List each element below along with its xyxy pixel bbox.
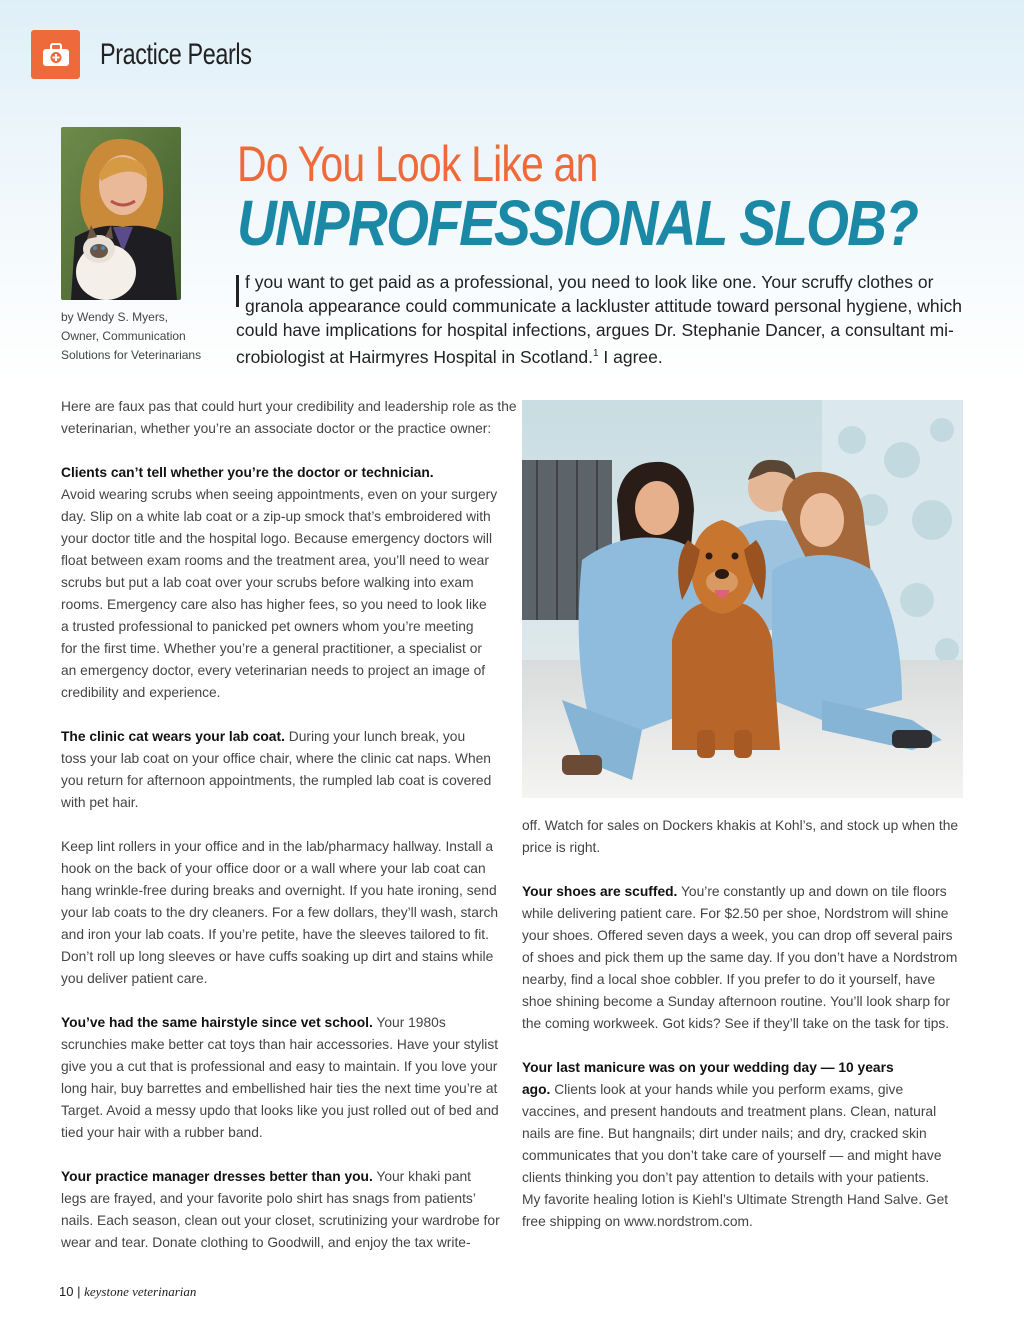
body-line: Don’t roll up long sleeves or have cuffs soaking up dirt and stains while (61, 949, 494, 964)
body-line: shoe shining become a Sunday afternoon routine. You’ll look sharp for (522, 994, 950, 1009)
body-line: a trusted professional to panicked pet owners whom you’re meeting (61, 619, 474, 634)
body-line: vaccines, and present handouts and treatment plans. Clean, natural (522, 1104, 937, 1119)
article-intro (236, 270, 966, 369)
first-aid-kit-icon (31, 30, 80, 79)
footer-separator: | (77, 1284, 81, 1299)
body-line: free shipping on www.nordstrom.com. (522, 1214, 753, 1229)
body-line: veterinarian, whether you’re an associate doctor or the practice owner: (61, 421, 492, 436)
subhead: Clients can’t tell whether you’re the doctor or technician. (61, 465, 434, 480)
body-line: price is right. (522, 840, 601, 855)
body-line: day. Slip on a white lab coat or a zip-up smock that’s embroidered with (61, 509, 491, 524)
body-text: You’re constantly up and down on tile floors (677, 884, 947, 899)
body-line: your doctor title and the hospital logo. Because emergency doctors will (61, 531, 493, 546)
body-line: nearby, find a local shoe cobbler. If you prefer to do it yourself, have (522, 972, 936, 987)
body-line: you return for afternoon appointments, the rumpled lab coat is covered (61, 773, 492, 788)
body-line: Target. Avoid a messy updo that looks like you just rolled out of bed and (61, 1103, 499, 1118)
body-text: Your 1980s (372, 1015, 446, 1030)
body-line: Here are faux pas that could hurt your credibility and leadership role as the (61, 399, 517, 414)
body-text: Your khaki pant (372, 1169, 472, 1184)
body-text: Clients look at your hands while you perform exams, give (550, 1082, 904, 1097)
byline-line: Solutions for Veterinarians (61, 348, 202, 362)
subhead: The clinic cat wears your lab coat. (61, 729, 285, 744)
footnote-ref: 1 (592, 348, 599, 359)
body-line: while delivering patient care. For $2.50 per shoe, Nordstrom will shine (522, 906, 949, 921)
body-line: hook on the back of your office door or a wall where your lab coat can (61, 861, 486, 876)
publication-name: keystone veterinarian (84, 1284, 197, 1299)
body-line: My favorite healing lotion is Kiehl’s Ultimate Strength Hand Salve. Get (522, 1192, 949, 1207)
subhead: Your last manicure was on your wedding day — 10 years (522, 1060, 894, 1075)
body-line: credibility and experience. (61, 685, 221, 700)
article-title-line2: UNPROFESSIONAL SLOB? (237, 187, 918, 259)
article-title-line1: Do You Look Like an (237, 136, 598, 192)
subhead: Your shoes are scuffed. (522, 884, 678, 899)
body-line: hang wrinkle-free during breaks and overnight. If you hate ironing, send (61, 883, 497, 898)
body-line: scrubs but put a lab coat over your scrubs before walking into exam (61, 575, 474, 590)
intro-line: crobiologist at Hairmyres Hospital in Scotland.$^1$ I agree. (236, 346, 663, 367)
body-line: Keep lint rollers in your office and in the lab/pharmacy hallway. Install a (61, 839, 494, 854)
intro-line: granola appearance could communicate a lackluster attitude toward personal hygiene, which (245, 296, 962, 316)
body-line: long hair, buy barrettes and embellished hair ties the next time you’re at (61, 1081, 498, 1096)
right-column (522, 815, 967, 1233)
body-line: nails. Each season, clean out your closet, scrutinizing your wardrobe for (61, 1213, 500, 1228)
body-line: and iron your lab coats. If you’re petite, have the sleeves tailored to fit. (61, 927, 489, 942)
body-line: Avoid wearing scrubs when seeing appointments, even on your surgery (61, 487, 498, 502)
body-line: toss your lab coat on your office chair, where the clinic cat naps. When (61, 751, 491, 766)
body-line: float between exam rooms and the treatment area, you’ll need to wear (61, 553, 489, 568)
body-line: legs are frayed, and your favorite polo shirt has snags from patients’ (61, 1191, 476, 1206)
subhead: ago. (522, 1082, 551, 1097)
section-label: Practice Pearls (100, 38, 252, 71)
subhead: You’ve had the same hairstyle since vet school. (61, 1015, 373, 1030)
byline-line: Owner, Communication (61, 329, 186, 343)
page-footer (59, 1284, 196, 1300)
body-line: an emergency doctor, every veterinarian needs to project an image of (61, 663, 486, 678)
body-text: During your lunch break, you (284, 729, 466, 744)
vet-team-photo (522, 400, 963, 798)
body-line: scrunchies make better cat toys than hair accessories. Have your stylist (61, 1037, 499, 1052)
subhead: Your practice manager dresses better than you. (61, 1169, 373, 1184)
body-line: with pet hair. (61, 795, 139, 810)
body-line: you deliver patient care. (61, 971, 208, 986)
body-line: rooms. Emergency care also has higher fees, so you need to look like (61, 597, 487, 612)
body-line: give you a cut that is professional and easy to maintain. If you love your (61, 1059, 498, 1074)
author-byline (61, 308, 211, 365)
intro-line: could have implications for hospital infections, argues Dr. Stephanie Dancer, a consultant mi- (236, 320, 954, 340)
body-line: tied your hair with a rubber band. (61, 1125, 263, 1140)
page-number: 10 (59, 1284, 74, 1299)
body-line: for the first time. Whether you’re a general practitioner, a specialist or (61, 641, 482, 656)
body-line: the coming workweek. Got kids? See if they’ll take on the task for tips. (522, 1016, 950, 1031)
author-photo (61, 127, 181, 300)
body-line: clients thinking you don’t pay attention to details with your patients. (522, 1170, 930, 1185)
body-line: communicates that you don’t take care of yourself — and might have (522, 1148, 942, 1163)
body-line: off. Watch for sales on Dockers khakis at Kohl’s, and stock up when the (522, 818, 959, 833)
body-line: your lab coats to the dry cleaners. For a few dollars, they’ll wash, starch (61, 905, 499, 920)
body-line: your shoes. Offered seven days a week, you can drop off several pairs (522, 928, 953, 943)
left-column (61, 396, 517, 1254)
body-line: wear and tear. Donate clothing to Goodwill, and enjoy the tax write- (61, 1235, 471, 1250)
intro-line: f you want to get paid as a professional, you need to look like one. Your scruffy clothes or (245, 272, 934, 292)
body-line: nails are fine. But hangnails; dirt under nails; and dry, cracked skin (522, 1126, 927, 1141)
body-line: of shoes and pick them up the same day. If you don’t have a Nordstrom (522, 950, 958, 965)
byline-line: by Wendy S. Myers, (61, 310, 169, 324)
